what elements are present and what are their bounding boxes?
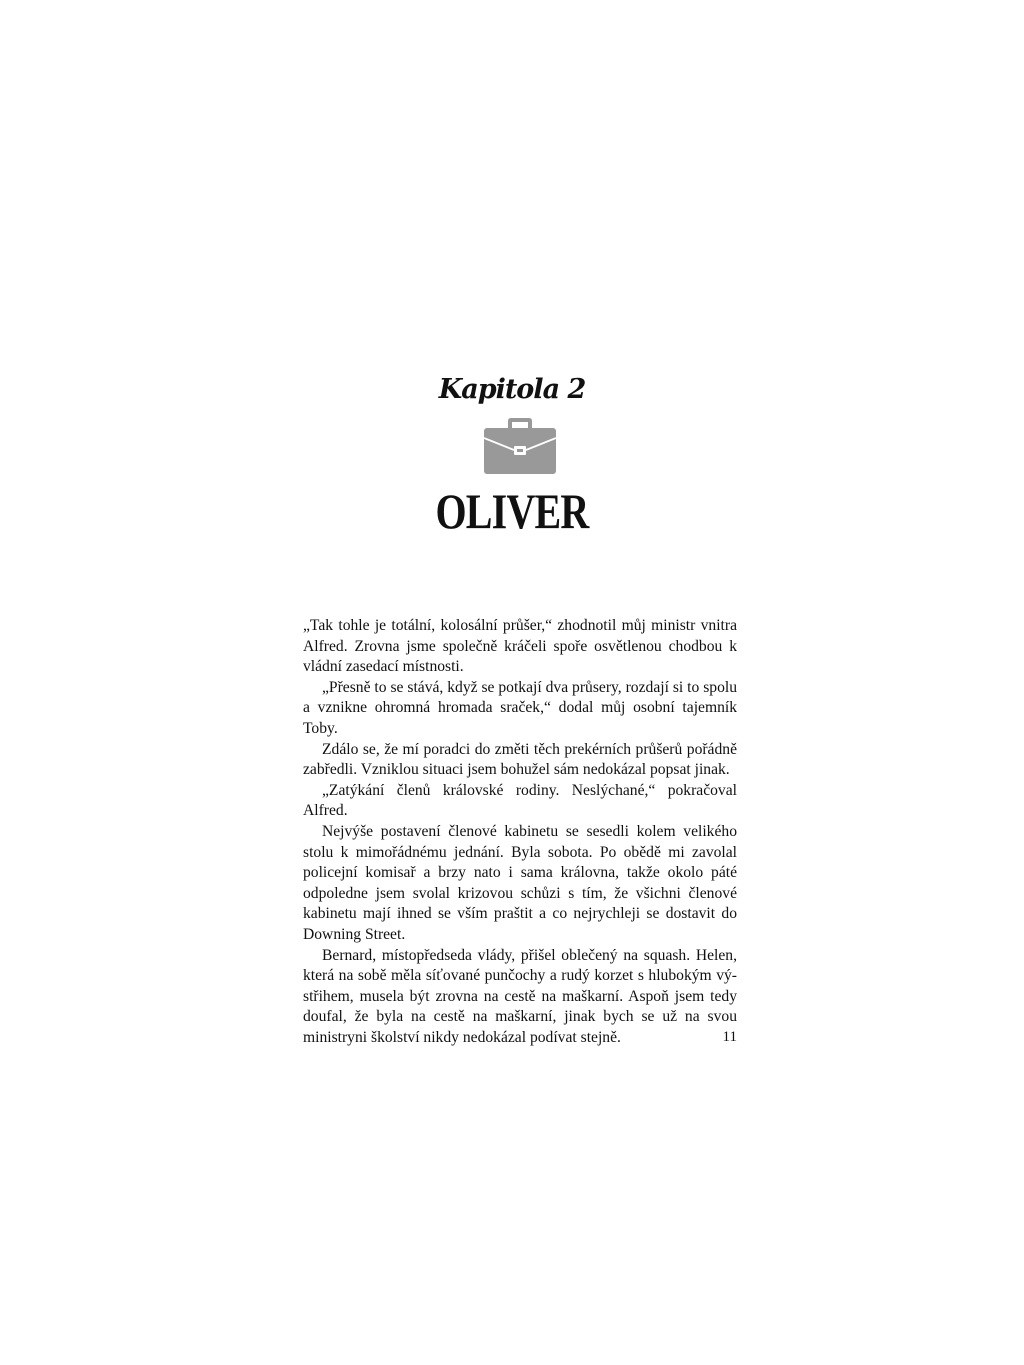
paragraph: „Zatýkání členů královské rodiny. Neslýchané,“ pokračoval Alfred. <box>303 781 737 820</box>
paragraph: „Tak tohle je totální, kolosální průšer,“ zhodnotil můj ministr vnitra Alfred. Zrovna jsme společně kráčeli spoře osvětlenou chodbou k vládní zasedací místnosti. <box>303 617 737 676</box>
briefcase-icon <box>482 416 558 476</box>
page-number: 11 <box>722 1029 737 1045</box>
paragraph: Bernard, místopředseda vlády, přišel oblečený na squash. Helen, která na sobě měla síťované punčochy a rudý korzet s hlubokým výstřihem, musela být zrovna na cestě na maškarní. Aspoň jsem tedy doufal, že byla na cestě na maškarní, jinak bych se už na svou ministryni školství nikdy nedokázal podívat stejně. <box>303 946 737 1046</box>
paragraph: „Přesně to se stává, když se potkají dva průsery, rozdají si to spolu a vznikne ohromná hromada sraček,“ dodal můj osobní tajemník Toby. <box>303 678 737 737</box>
chapter-label: Kapitola 2 <box>438 374 586 405</box>
paragraph: Zdálo se, že mí poradci do změti těch prekérních průšerů pořádně zabředli. Vzniklou situaci jsem bohužel sám nedokázal popsat jinak. <box>303 740 737 779</box>
chapter-title: OLIVER <box>435 483 589 539</box>
body-text <box>303 616 737 1048</box>
paragraph: Nejvýše postavení členové kabinetu se sesedli kolem velikého stolu k mimořádnému jednání. Byla sobota. Po obědě mi zavolal policejní komisař a brzy nato i sama královna, takže okolo páté odpoledne jsem svolal krizovou schůzi s tím, že všichni členové kabinetu mají ihned se vším praštit a co nejrychleji se dostavit do Downing Street. <box>303 822 737 943</box>
